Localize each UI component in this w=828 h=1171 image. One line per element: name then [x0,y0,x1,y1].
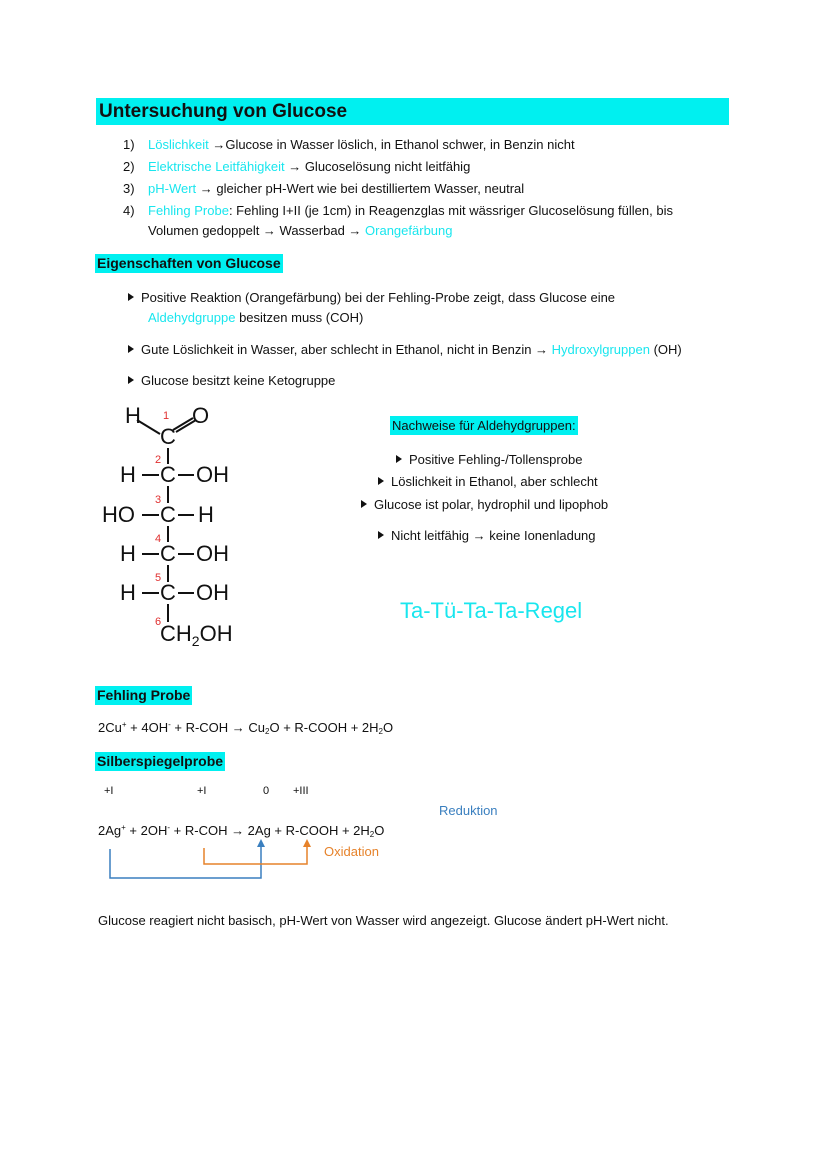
atom-oh: OH [196,462,229,487]
proof-heading: Nachweise für Aldehydgruppen: [392,418,576,433]
oxidation-state: 0 [263,785,270,797]
arrowhead-icon [257,839,265,847]
fehling-equation: $2Cu^+ + 4OH^- + R-COH \to Cu_2O$ + R-COOH + $2H_2O$ [98,720,394,736]
bullet-icon [396,455,402,463]
carbon-number: 1 [163,410,170,422]
atom-oh: OH [196,580,229,605]
bullet-item: Nicht leitfähig → keine Ionenladung [378,528,596,543]
list-number: 4) [123,203,135,218]
oxidation-state: +I [197,785,207,797]
silver-equation: 2Ag+ + 2OH- + R-COH → 2Ag + R-COOH + $2H_2O$ [98,823,385,839]
list-number: 3) [123,181,135,196]
atom-c5: C [160,580,176,605]
atom-c1: C [160,424,176,449]
atom-o: O [192,403,210,428]
reduction-label: Reduktion [439,803,498,818]
atom-h: H [198,502,214,527]
atom-h: H [120,462,136,487]
list-item: Löslichkeit →Glucose in Wasser löslich, in Ethanol schwer, in Benzin nicht [148,137,575,152]
atom-c3: C [160,502,176,527]
arrowhead-icon [303,839,311,847]
bullet-icon [378,531,384,539]
bullet-continuation: Aldehydgruppe besitzen muss (COH) [148,310,364,325]
oxidation-label: Oxidation [324,844,379,859]
list-item: Fehling Probe: Fehling I+II (je 1cm) in Reagenzglas mit wässriger Glucoselösung füllen, bis [148,203,673,218]
atom-ch2oh: $CH_2OH$ [160,621,233,649]
bullet-item: Gute Löslichkeit in Wasser, aber schlecht in Ethanol, nicht in Benzin → Hydroxylgruppen (OH) [128,342,682,357]
bullet-item: Löslichkeit in Ethanol, aber schlecht [378,474,598,489]
section-heading: Silberspiegelprobe [97,753,224,769]
atom-ho: HO [102,502,135,527]
list-item-continuation: Volumen gedoppelt → Wasserbad → Orangefärbung [148,223,453,238]
bullet-icon [128,293,134,301]
page-title: Untersuchung von Glucose [96,98,729,125]
bullet-icon [128,345,134,353]
atom-h: H [125,403,141,428]
bullet-icon [378,477,384,485]
oxidation-state: +I [104,785,114,797]
atom-h: H [120,541,136,566]
carbon-number: 2 [155,454,162,466]
conclusion-text: Glucose reagiert nicht basisch, pH-Wert von Wasser wird angezeigt. Glucose ändert pH-Wert nicht. [98,913,669,928]
carbon-number: 5 [155,572,162,584]
mnemonic-rule: Ta-Tü-Ta-Ta-Regel [400,598,583,623]
bullet-item: Positive Fehling-/Tollensprobe [396,452,582,467]
term: pH-Wert [148,181,197,196]
term: Fehling Probe [148,203,229,218]
list-item: Elektrische Leitfähigkeit → Glucoselösung nicht leitfähig [148,159,471,174]
bullet-item: Glucose besitzt keine Ketogruppe [128,373,335,388]
bullet-item: Glucose ist polar, hydrophil und lipophob [361,497,608,512]
bullet-icon [361,500,367,508]
oxidation-state: +III [293,785,309,797]
carbon-number: 3 [155,494,162,506]
redox-arrows [100,838,340,884]
carbon-number: 6 [155,616,162,628]
atom-h: H [120,580,136,605]
section-heading: Eigenschaften von Glucose [97,255,281,271]
term: Löslichkeit [148,137,209,152]
list-number: 2) [123,159,135,174]
bullet-item: Positive Reaktion (Orangefärbung) bei der Fehling-Probe zeigt, dass Glucose eine [128,290,615,305]
list-item: pH-Wert → gleicher pH-Wert wie bei destilliertem Wasser, neutral [148,181,525,196]
carbon-number: 4 [155,533,162,545]
atom-c4: C [160,541,176,566]
list-number: 1) [123,137,135,152]
term: Elektrische Leitfähigkeit [148,159,285,174]
oxidation-arrow [204,844,307,864]
section-heading: Fehling Probe [97,687,191,703]
atom-c2: C [160,462,176,487]
atom-oh: OH [196,541,229,566]
reduction-arrow [110,844,261,878]
bullet-icon [128,376,134,384]
